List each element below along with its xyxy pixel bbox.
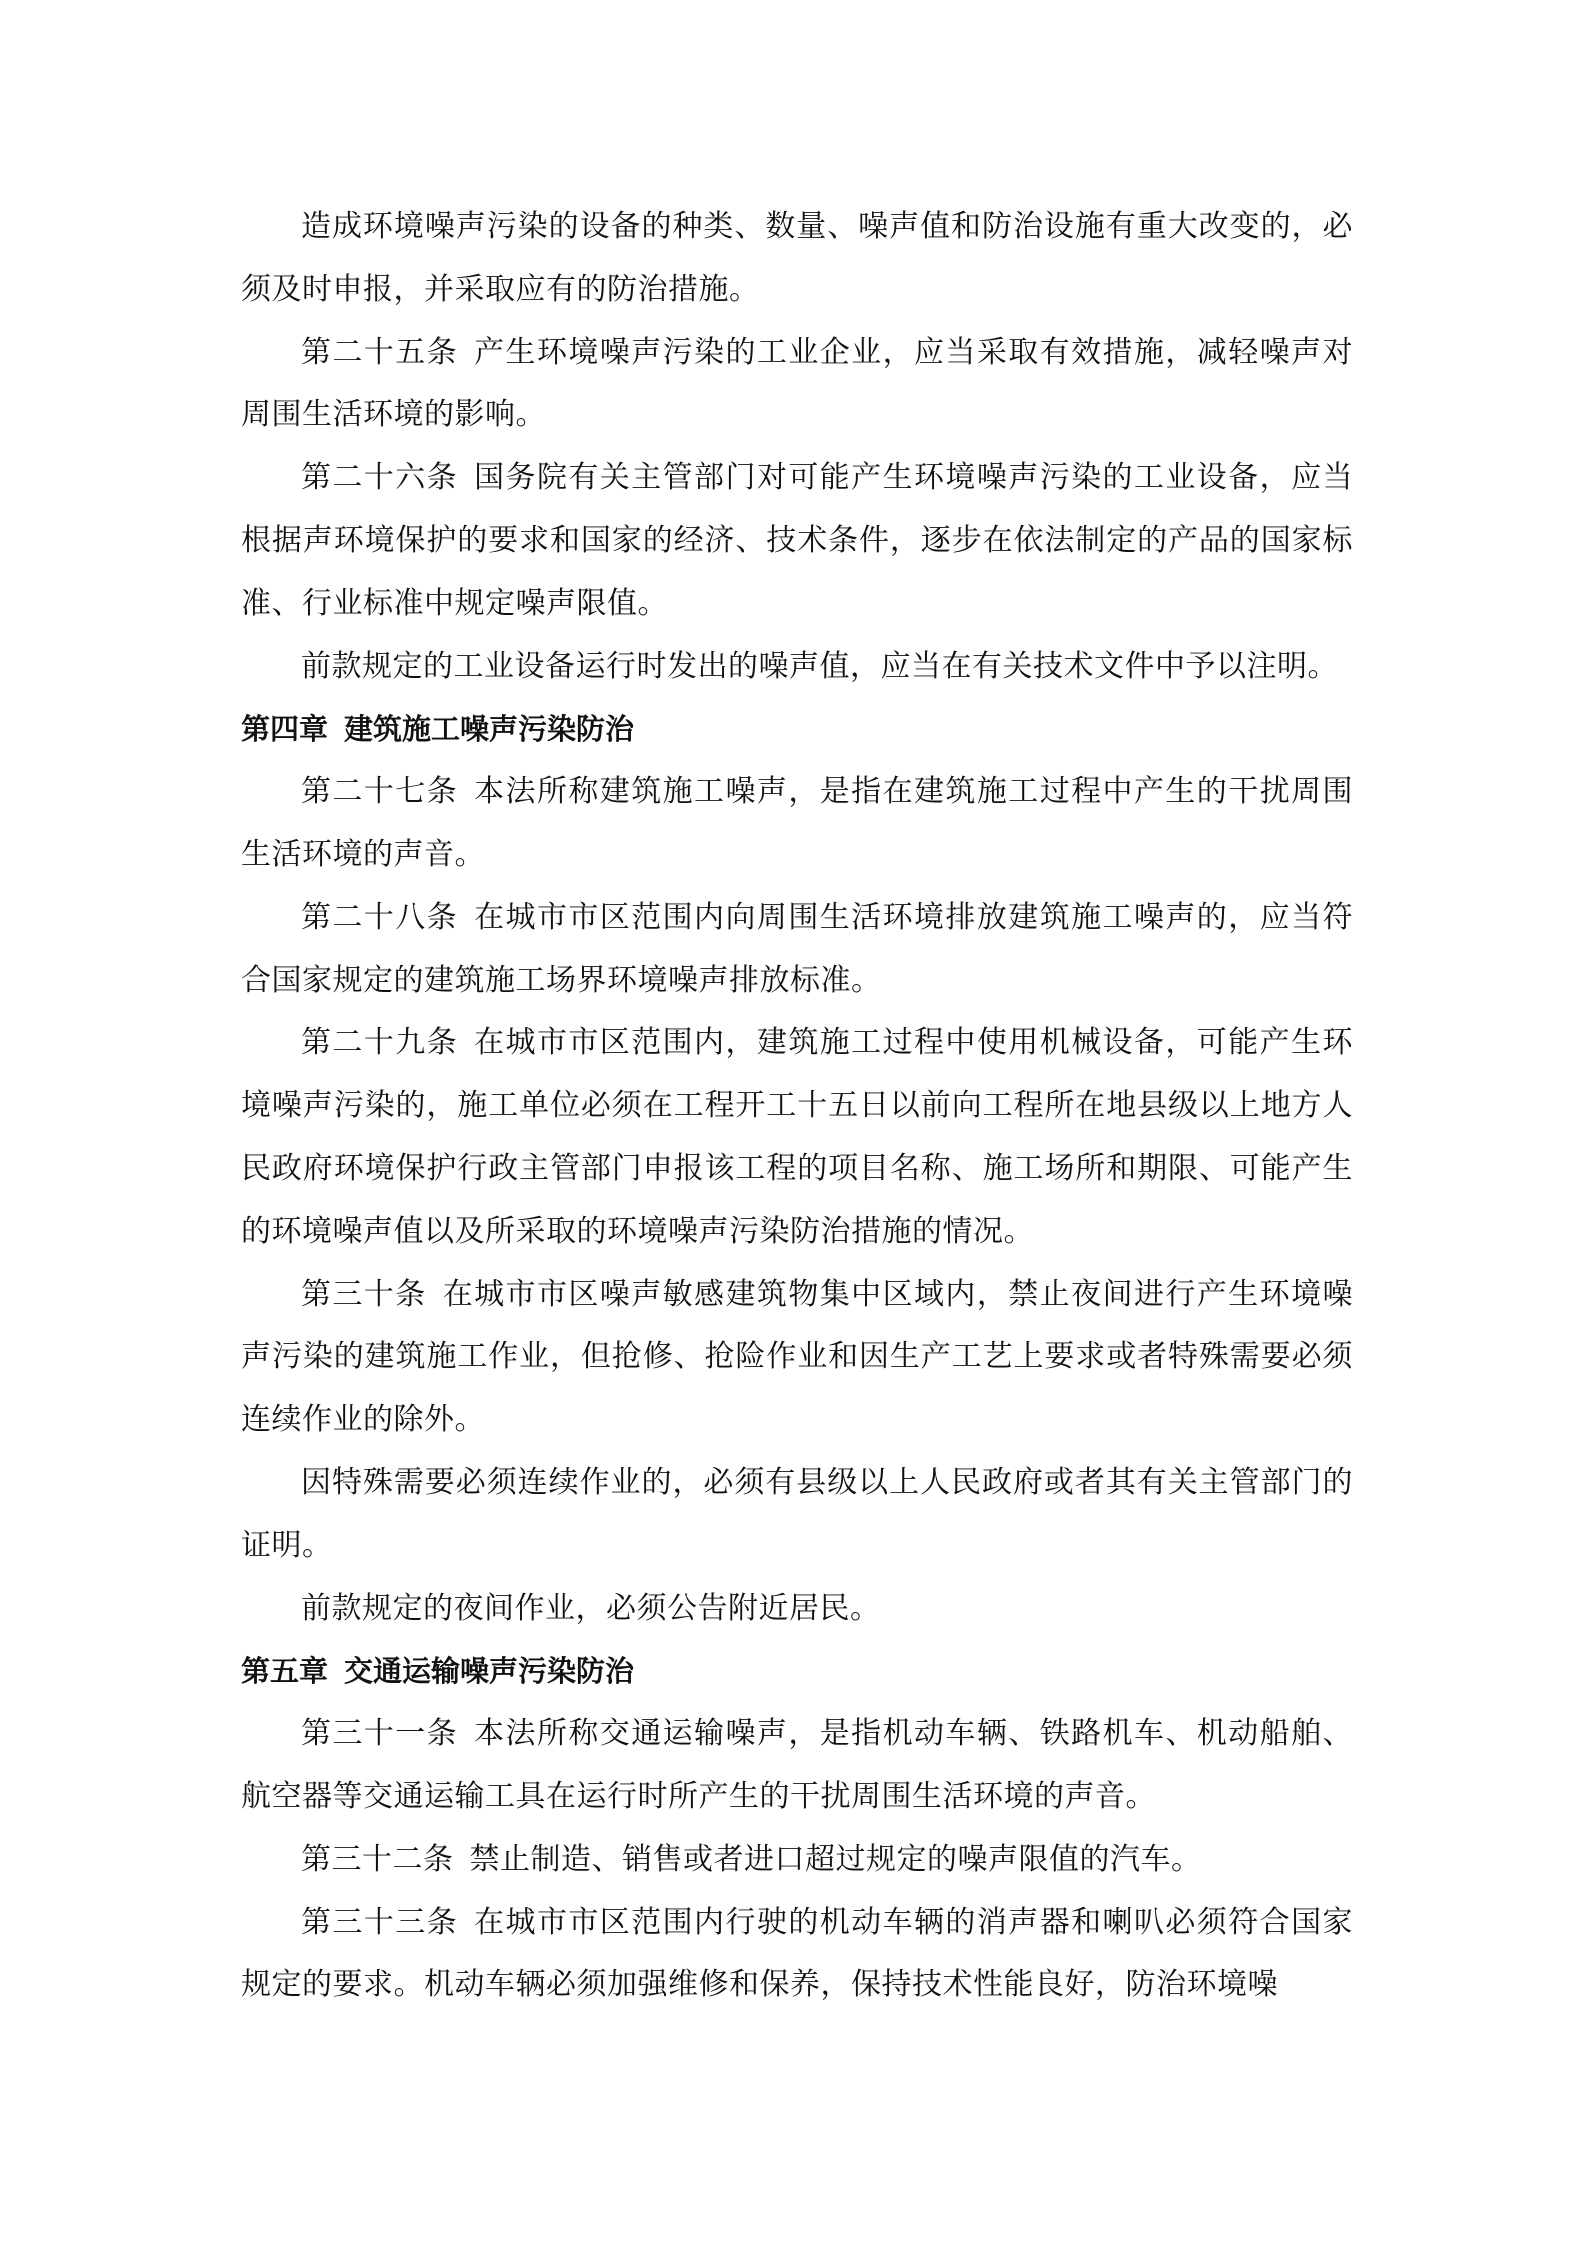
paragraph-text: 国务院有关主管部门对可能产生环境噪声污染的工业设备，应当根据声环境保护的要求和国家的经济、技术条件，逐步在依法制定的产品的国家标准、行业标准中规定噪声限值。 xyxy=(241,460,1353,621)
paragraph-text: 本法所称建筑施工噪声，是指在建筑施工过程中产生的干扰周围生活环境的声音。 xyxy=(241,774,1353,872)
paragraph-text: 禁止制造、销售或者进口超过规定的噪声限值的汽车。 xyxy=(469,1841,1202,1877)
article-number: 第二十八条 xyxy=(301,899,459,935)
chapter-number: 第四章 xyxy=(241,712,329,747)
article-number: 第三十条 xyxy=(301,1276,427,1312)
paragraph-text: 在城市市区噪声敏感建筑物集中区域内，禁止夜间进行产生环境噪声污染的建筑施工作业，但抢修、抢险作业和因生产工艺上要求或者特殊需要必须连续作业的除外。 xyxy=(241,1276,1353,1438)
article-number: 第二十五条 xyxy=(301,334,459,370)
article-number: 第二十七条 xyxy=(301,774,459,810)
paragraph-text: 前款规定的夜间作业，必须公告附近居民。 xyxy=(301,1590,881,1626)
document-page xyxy=(241,196,1353,2017)
paragraph xyxy=(241,196,1353,322)
article-paragraph xyxy=(241,1892,1353,2018)
article-paragraph xyxy=(241,887,1353,1013)
article-number: 第三十三条 xyxy=(301,1904,459,1940)
paragraph xyxy=(241,1578,1353,1641)
article-paragraph xyxy=(241,1264,1353,1452)
paragraph-text: 本法所称交通运输噪声，是指机动车辆、铁路机车、机动船舶、航空器等交通运输工具在运行时所产生的干扰周围生活环境的声音。 xyxy=(241,1716,1353,1814)
chapter-title: 交通运输噪声污染防治 xyxy=(344,1654,635,1689)
chapter-heading xyxy=(241,1640,1353,1703)
article-paragraph xyxy=(241,447,1353,635)
article-number: 第二十六条 xyxy=(301,460,459,496)
paragraph-text: 在城市市区范围内，建筑施工过程中使用机械设备，可能产生环境噪声污染的，施工单位必须在工程开工十五日以前向工程所在地县级以上地方人民政府环境保护行政主管部门申报该工程的项目名称、施工场所和期限、可能产生的环境噪声值以及所采取的环境噪声污染防治措施的情况。 xyxy=(241,1025,1353,1249)
article-number: 第三十一条 xyxy=(301,1716,459,1752)
article-number: 第二十九条 xyxy=(301,1025,459,1061)
chapter-heading xyxy=(241,698,1353,761)
paragraph-text: 因特殊需要必须连续作业的，必须有县级以上人民政府或者其有关主管部门的证明。 xyxy=(241,1464,1353,1563)
article-paragraph xyxy=(241,322,1353,448)
paragraph-text: 产生环境噪声污染的工业企业，应当采取有效措施，减轻噪声对周围生活环境的影响。 xyxy=(241,334,1353,433)
article-paragraph xyxy=(241,1829,1353,1892)
paragraph-text: 在城市市区范围内向周围生活环境排放建筑施工噪声的，应当符合国家规定的建筑施工场界环境噪声排放标准。 xyxy=(241,899,1353,998)
paragraph-text: 前款规定的工业设备运行时发出的噪声值，应当在有关技术文件中予以注明。 xyxy=(301,648,1338,684)
chapter-number: 第五章 xyxy=(241,1654,329,1689)
paragraph-text: 在城市市区范围内行驶的机动车辆的消声器和喇叭必须符合国家规定的要求。机动车辆必须加强维修和保养，保持技术性能良好，防治环境噪 xyxy=(241,1904,1353,2003)
article-paragraph xyxy=(241,1012,1353,1263)
chapter-title: 建筑施工噪声污染防治 xyxy=(344,712,635,747)
paragraph-text: 造成环境噪声污染的设备的种类、数量、噪声值和防治设施有重大改变的，必须及时申报，并采取应有的防治措施。 xyxy=(241,209,1353,307)
article-paragraph xyxy=(241,1703,1353,1829)
paragraph xyxy=(241,636,1353,699)
article-paragraph xyxy=(241,761,1353,887)
article-number: 第三十二条 xyxy=(301,1841,454,1877)
paragraph xyxy=(241,1452,1353,1578)
